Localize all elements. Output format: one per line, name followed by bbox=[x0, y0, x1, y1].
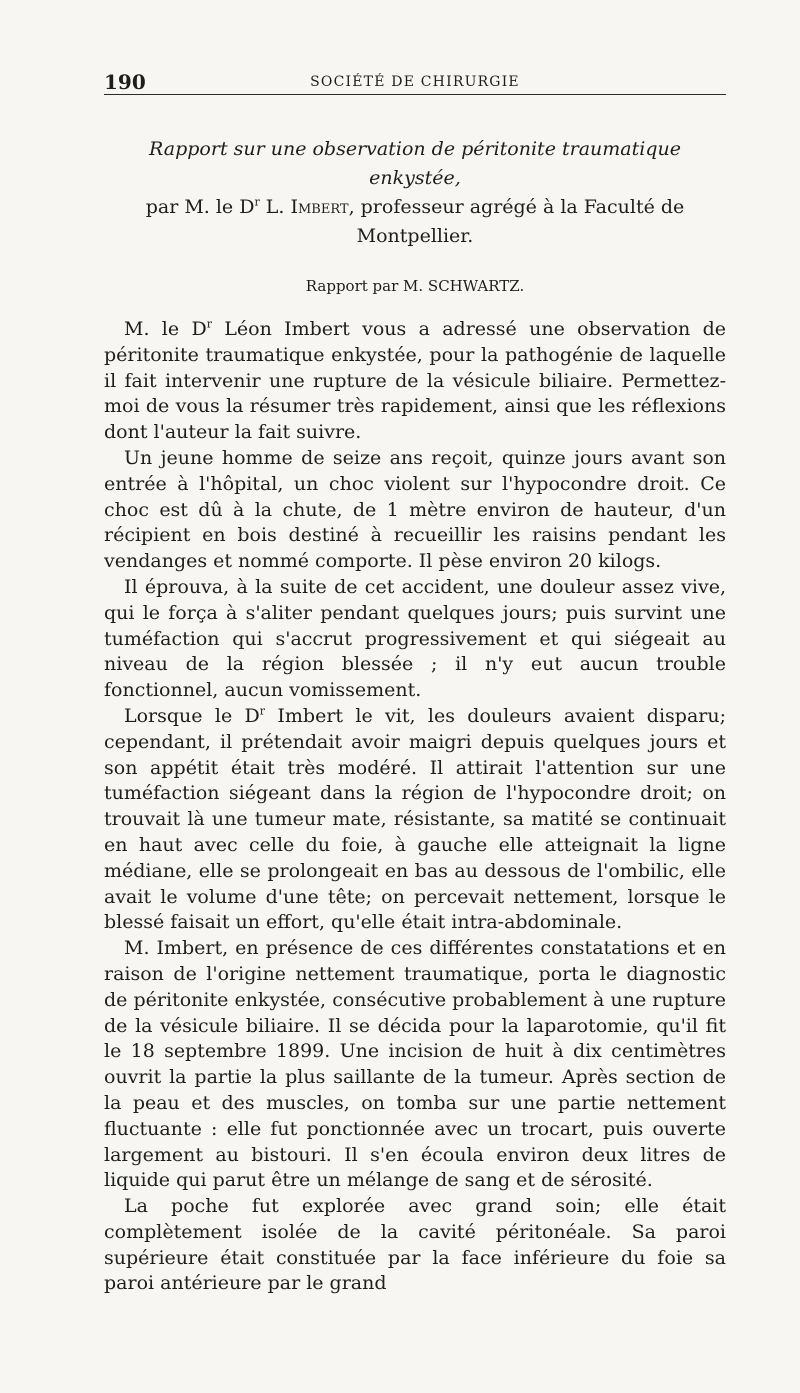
paragraph bbox=[104, 704, 726, 936]
paragraph-prefix: Lorsque le D bbox=[124, 704, 260, 727]
paragraph-text: M. Imbert, en présence de ces différentes constatations et en raison de l'origine nettement traumatique, porta le diagnostic de péritonite enkystée, consécutive probablement à une rupture de la vésicule biliaire. Il se décida pour la laparotomie, qu'il fit le 18 septembre 1899. Une incision de huit à dix centimètres ouvrit la partie la plus saillante de la tumeur. Après section de la peau et des muscles, on tomba sur une partie nettement fluctuante : elle fut ponctionnée avec un trocart, puis ouverte largement au bistouri. Il s'en écoula environ deux litres de liquide qui parut être un mélange de sang et de sérosité. bbox=[104, 937, 726, 1192]
paragraph bbox=[104, 446, 726, 575]
superscript: r bbox=[206, 317, 212, 331]
superscript: r bbox=[259, 704, 266, 718]
paragraph-text: Léon Imbert vous a adressé une observation de péritonite traumatique enkystée, pour la pathogénie de laquelle il fait intervenir une rupture de la vésicule biliaire. Permettez-moi de vous la résumer très rapidement, ainsi que les réflexions dont l'auteur la fait suivre. bbox=[104, 318, 726, 444]
byline-prefix: par M. le D bbox=[145, 196, 255, 218]
article-title-block bbox=[104, 135, 726, 251]
paragraph bbox=[104, 317, 726, 446]
paragraph-text: Il éprouva, à la suite de cet accident, une douleur assez vive, qui le força à s'aliter pendant quelques jours; puis survint une tuméfaction qui s'accrut progressivement et qui siégeait au niveau de la région blessée ; il n'y eut aucun trouble fonctionnel, aucun vomissement. bbox=[104, 575, 726, 702]
paragraph bbox=[104, 575, 726, 704]
page bbox=[104, 64, 726, 1297]
article-title: Rapport sur une observation de péritonite traumatique enkystée, bbox=[149, 138, 681, 189]
journal-title: SOCIÉTÉ DE CHIRURGIE bbox=[310, 74, 520, 90]
article-byline bbox=[104, 193, 726, 251]
paragraph bbox=[104, 936, 726, 1194]
byline-rest: , professeur agrégé à la Faculté de Montpellier. bbox=[348, 196, 685, 247]
paragraph-text: La poche fut explorée avec grand soin; elle était complètement isolée de la cavité péritonéale. Sa paroi supérieure était constituée par la face inférieure du foie sa paroi antérieure par le grand bbox=[104, 1195, 726, 1295]
page-number: 190 bbox=[104, 70, 146, 94]
body-text bbox=[104, 317, 726, 1297]
byline-sup: r bbox=[254, 195, 260, 209]
reporter-line: Rapport par M. SCHWARTZ. bbox=[305, 277, 525, 295]
author-name: L. Imbert bbox=[265, 196, 349, 218]
paragraph-text: Un jeune homme de seize ans reçoit, quinze jours avant son entrée à l'hôpital, un choc violent sur l'hypocondre droit. Ce choc est dû à la chute, de 1 mètre environ de hauteur, d'un récipient en bois destiné à recueillir les raisins pendant les vendanges et nommé comporte. Il pèse environ 20 kilogs. bbox=[104, 446, 726, 573]
running-head bbox=[104, 64, 726, 95]
paragraph bbox=[104, 1194, 726, 1297]
paragraph-text: Imbert le vit, les douleurs avaient disparu; cependant, il prétendait avoir maigri depuis quelques jours et son appétit était très modéré. Il attirait l'attention sur une tuméfaction siégeant dans la région de l'hypocondre droit; on trouvait là une tumeur mate, résistante, sa matité se continuait en haut avec celle du foie, à gauche elle atteignait la ligne médiane, elle se prolongeait en bas au dessous de l'ombilic, elle avait le volume d'une tête; on percevait nettement, lorsque le blessé faisait un effort, qu'elle était intra-abdominale. bbox=[104, 704, 726, 934]
paragraph-prefix: M. le D bbox=[124, 318, 207, 340]
